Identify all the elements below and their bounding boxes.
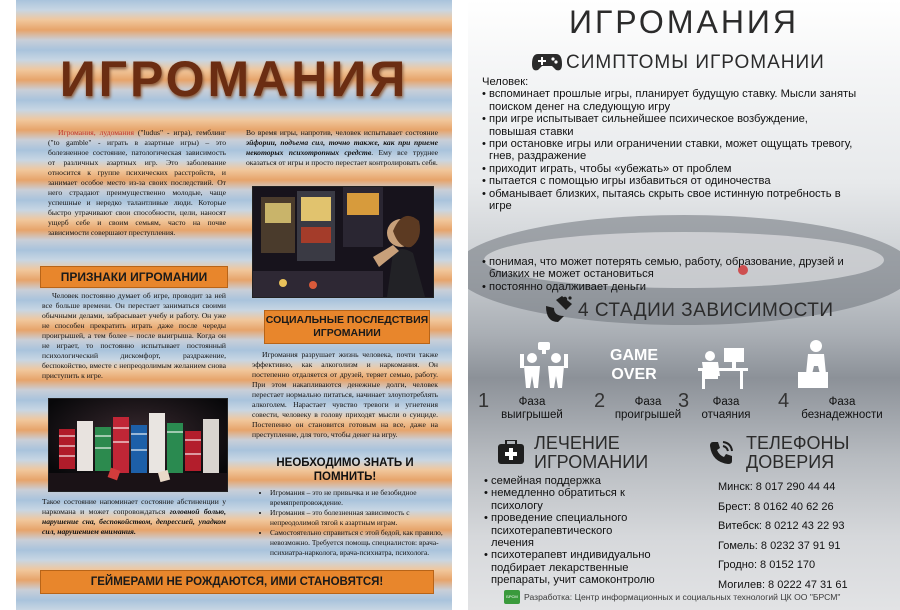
social-paragraph [252,350,438,440]
treatment-line: • семейная поддержка [484,475,601,487]
stage-label-line: Фаза [634,396,662,408]
right-poster [468,0,900,610]
stage-number: 1 [478,390,490,412]
intro-red-term: Игромания, лудомания [58,128,134,137]
phone-line: Гродно: 8 0152 170 [718,559,816,572]
phones-title-line: ТЕЛЕФОНЫ [746,433,850,453]
phones-title [746,434,849,472]
treatment-line: психотерапевтического [491,524,613,537]
treatment-line: психологу [491,499,543,512]
despair-desk-icon [694,342,750,390]
stage-label-line: отчаяния [701,409,751,421]
abstinence-text: Такое состояние напоминает состояние абстиненции у наркомана и может сопровождаться [42,497,226,516]
symptoms-list [482,76,892,212]
medical-kit-icon [498,440,524,464]
stage-label-line: безнадежности [801,409,883,421]
phone-line: Гомель: 8 0232 37 91 91 [718,539,841,552]
stage-label [794,396,890,422]
game-over-line: GAME [610,347,658,364]
col2-intro-a: Во время игры, напротив, человек испытывает состояние [246,128,438,137]
treatment-line: • психотерапевт индивидуально [484,549,651,562]
symptom-line: близких не может остановиться [489,268,654,281]
bottom-banner-text: ГЕЙМЕРАМИ НЕ РОЖДАЮТСЯ, ИМИ СТАНОВЯТСЯ! [90,576,384,588]
stage-label-line: выигрышей [501,409,563,421]
casino-chips-photo [48,398,228,492]
symptom-line: гнев, раздражение [489,150,587,163]
symptom-line: • пытается с помощью игры избавиться от одиночества [482,175,771,188]
winners-icon [518,340,570,390]
slot-machine-photo [252,186,434,298]
bottom-banner [40,570,434,594]
know-item: • Игромания – это не привычка и не безобидное времяпрепровождение. [270,488,446,507]
stage-label-line: Фаза [828,396,856,408]
symptom-line: поиском денег на следующую игру [489,100,671,113]
signs-text: Человек постоянно думает об игре, проводит за ней все больше времени. Он перестает заниматься своими обычными делами, забрасывает учебу и работу. Он уже не способен прекратить играть даже после череды проигрышей, а тем более – после выигрыша. Когда он не играет, то постоянно испытывает постоянный психологический дискомфорт, раздражение, беспокойство, вместе с непреодолимым желанием снова приступить к игре. [42,291,226,380]
phone-icon [708,440,734,466]
treatment-list [484,475,684,587]
right-poster-title: ИГРОМАНИЯ [568,4,800,40]
social-title: СОЦИАЛЬНЫЕ ПОСЛЕДСТВИЯ ИГРОМАНИИ [265,314,429,339]
symptoms-list-2 [482,256,892,293]
stage-number: 3 [678,390,690,412]
stage-number: 2 [594,390,606,412]
symptom-line: • при остановке игры или ограничении ставки, может ощущать тревогу, [482,138,853,151]
game-over-graphic [604,346,664,384]
abstinence-symptoms: головной болью, нарушение сна, беспокойством, депрессией, упадком сил, нарушением внимания. [42,507,226,536]
col2-intro-emphasis: эйфории, подъема сил, точно также, как при приеме некоторых психотропных средств [246,138,438,157]
treatment-line: • проведение специального [484,512,628,525]
signs-title: ПРИЗНАКИ ИГРОМАНИИ [60,270,208,284]
phones-title-line: ДОВЕРИЯ [746,452,835,472]
treatment-line: препараты, учит самоконтролю [491,574,655,587]
symptom-line: • приходит играть, чтобы «убежать» от проблем [482,162,732,175]
stage-label-line: Фаза [518,396,546,408]
stage-label [612,396,684,422]
know-list [260,488,446,558]
treatment-line: подбирает лекарственные [491,561,629,574]
know-title: НЕОБХОДИМО ЗНАТЬ И ПОМНИТЬ! [276,457,414,483]
magnet-icon [542,296,572,324]
col2-intro-paragraph [246,128,438,168]
signs-title-bar [40,266,228,288]
treatment-title-line: ИГРОМАНИИ [534,452,649,472]
phone-line: Брест: 8 0162 40 62 26 [718,500,834,513]
phone-line: Минск: 8 017 290 44 44 [718,481,836,493]
phone-line: Могилев: 8 0222 47 31 61 [718,578,848,591]
treatment-line: • немедленно обратиться к [484,487,625,500]
symptom-line: • обманывает близких, пытаясь скрыть свое истинную потребность в [482,187,841,200]
casino-chips-image [49,399,227,491]
social-text: Игромания разрушает жизнь человека, почти также эффективно, как алкоголизм и наркомания. Он постепенно отдаляется от друзей, теряет семью, работу. При этом накапливаются денежные долги, человек перестает нормально питаться, начинает злоупотреблять алкоголем. Нарастает чувство тревоги и угнетения совести, человеку в голову приходят мысли о суициде. Постепенно он становится готовым на все, даже на преступление, для того, чтобы денег на игру. [252,350,438,439]
symptom-line: • постоянно одалживает деньги [482,280,647,293]
stage-label-line: Фаза [712,396,740,408]
symptom-line: • вспоминает прошлые игры, планирует будущую ставку. Мысли заняты [482,88,857,101]
brsm-logo-text: БРСМ [506,594,518,599]
treatment-title [534,434,648,472]
know-item: • Игромания – это болезненная зависимость с непреодолимой тягой к азартным играм. [270,508,446,527]
footer-credit: Разработка: Центр информационных и социальных технологий ЦК ОО "БРСМ" [524,592,841,602]
symptom-line: игре [489,200,512,213]
left-poster-title: ИГРОМАНИЯ [59,51,409,107]
symptom-line: • при игре испытывает сильнейшее психическое возбуждение, [482,113,808,126]
signs-paragraph [42,291,226,381]
intro-text: ("ludus" - игра), гемблинг ("to gamble" - играть в азартные игры) – это болезненное состояние, патологическая зависимость от различных азартных игр. Это заболевание относится к группе психических расстройств, и занимает особое место из-за своих последствий. От него страдают преимущественно молодые, чаще успешные и нередко талантливые люди. Которые быстро утрачивают свои способности, цели, наносят ущерб себе и своим семьям, часто на почве зависимости совершают преступления. [48,128,226,237]
symptom-line: • понимая, что может потерять семью, работу, образование, друзей и [482,256,844,268]
symptom-line: повышая ставки [489,125,574,138]
phones-list [718,481,894,599]
stage-label [498,396,566,422]
stage-label [694,396,758,422]
slot-machine-image [253,187,433,297]
stages-title: 4 СТАДИИ ЗАВИСИМОСТИ [578,300,834,321]
symptoms-lead: Человек: [482,76,529,88]
hopeless-figure-icon [794,338,834,390]
treatment-line: лечения [491,537,534,550]
intro-paragraph [48,128,226,238]
abstinence-paragraph [42,497,226,537]
gamepad-icon [532,52,562,72]
col2-intro-c: . Ему все труднее оказаться от игры и просто перестает контролировать себя. [246,148,439,167]
stage-label-line: проигрышей [614,409,682,421]
social-title-bar [264,310,430,344]
phone-line: Витебск: 8 0212 43 22 93 [718,520,845,533]
stage-number: 4 [778,390,790,412]
symptoms-title: СИМПТОМЫ ИГРОМАНИИ [566,52,825,73]
left-poster [16,0,452,610]
brsm-logo [504,590,520,604]
game-over-line: OVER [611,366,657,383]
know-item: • Самостоятельно справиться с этой бедой, как правило, невозможно. Требуется помощь специалистов: врача-психиатра-нарколога, врача-психиатра, психолога. [270,528,446,557]
treatment-title-line: ЛЕЧЕНИЕ [534,433,620,453]
